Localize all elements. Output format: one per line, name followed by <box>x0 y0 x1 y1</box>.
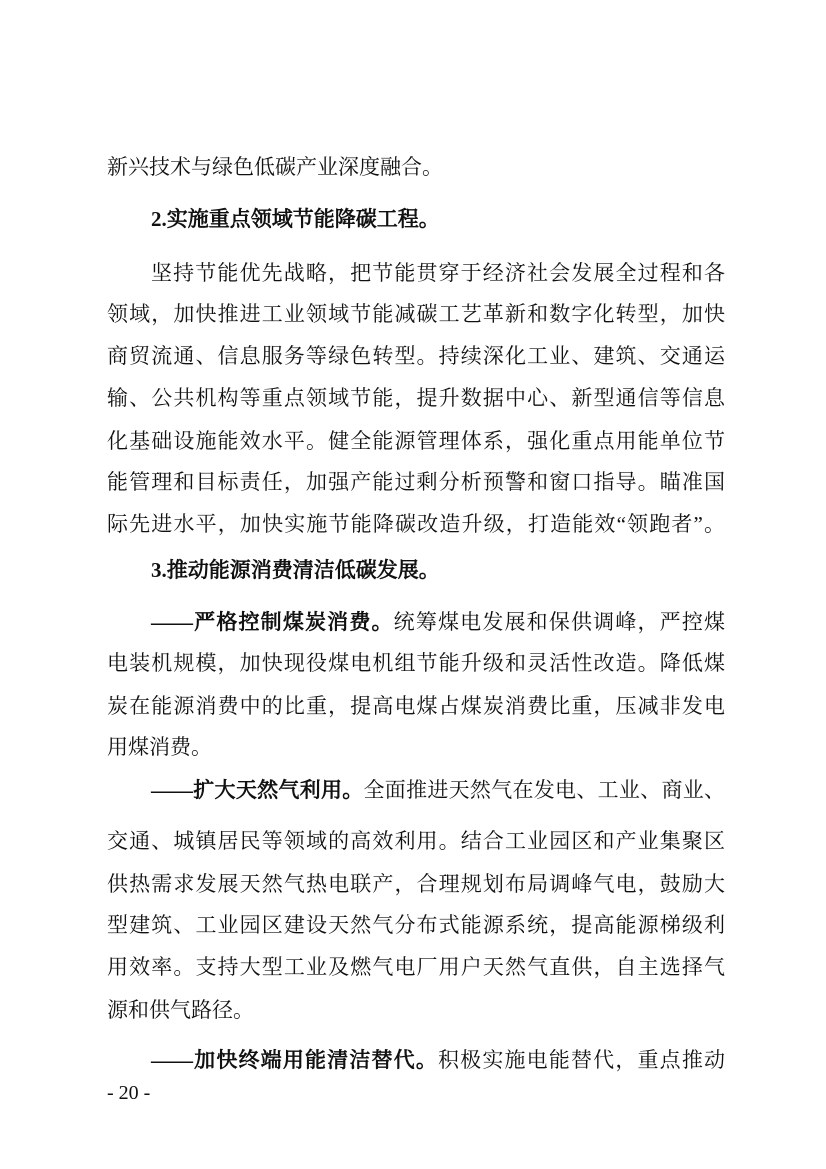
body-text: 交通、城镇居民等领域的高效利用。结合工业园区和产业集聚区 <box>107 829 725 853</box>
body-text: 供热需求发展天然气热电联产，合理规划布局调峰气电，鼓励大 <box>107 872 725 896</box>
text-line <box>107 259 725 287</box>
body-text: 积极实施电能替代，重点推动 <box>438 1048 725 1072</box>
text-line <box>107 911 725 939</box>
body-text: 用效率。支持大型工业及燃气电厂用户天然气直供，自主选择气 <box>107 955 725 979</box>
text-line <box>107 649 725 677</box>
body-text: 用煤消费。 <box>107 735 212 759</box>
text-line <box>107 953 725 981</box>
text-line <box>107 776 725 804</box>
section-heading <box>107 556 725 584</box>
text-line <box>107 510 725 538</box>
section-heading <box>107 205 725 233</box>
text-line <box>107 384 725 412</box>
body-text: 炭在能源消费中的比重，提高电煤占煤炭消费比重，压减非发电 <box>107 694 725 718</box>
bold-lead-text: 3.推动能源消费清洁低碳发展。 <box>151 558 440 582</box>
body-text: 化基础设施能效水平。健全能源管理体系，强化重点用能单位节 <box>107 429 725 453</box>
body-text: 统筹煤电发展和保供调峰，严控煤 <box>393 610 726 634</box>
text-line <box>107 153 725 181</box>
text-line <box>107 342 725 370</box>
body-text: 电装机规模，加快现役煤电机组节能升级和灵活性改造。降低煤 <box>107 651 725 675</box>
body-text: 型建筑、工业园区建设天然气分布式能源系统，提高能源梯级利 <box>107 913 725 937</box>
text-line <box>107 427 725 455</box>
body-text: 输、公共机构等重点领域节能，提升数据中心、新型通信等信息 <box>107 386 725 410</box>
body-text: 领域，加快推进工业领域节能减碳工艺革新和数字化转型，加快 <box>107 302 725 326</box>
bold-lead-text: ——加快终端用能清洁替代。 <box>151 1048 438 1072</box>
text-line <box>107 300 725 328</box>
body-text: 新兴技术与绿色低碳产业深度融合。 <box>107 155 443 179</box>
text-line <box>107 608 725 636</box>
body-text: 商贸流通、信息服务等绿色转型。持续深化工业、建筑、交通运 <box>107 344 725 368</box>
text-line <box>107 692 725 720</box>
body-text: 全面推进天然气在发电、工业、商业、 <box>363 778 726 802</box>
body-text: 能管理和目标责任，加强产能过剩分析预警和窗口指导。瞄准国 <box>107 470 725 494</box>
text-line <box>107 870 725 898</box>
text-line <box>107 733 725 761</box>
text-line <box>107 1046 725 1074</box>
body-text: 坚持节能优先战略，把节能贯穿于经济社会发展全过程和各 <box>151 261 725 285</box>
bold-lead-text: 2.实施重点领域节能降碳工程。 <box>151 207 440 231</box>
text-line <box>107 827 725 855</box>
body-text: 源和供气路径。 <box>107 998 254 1022</box>
text-line <box>107 996 725 1024</box>
text-line <box>107 468 725 496</box>
bold-lead-text: ——扩大天然气利用。 <box>151 778 364 802</box>
body-text: 际先进水平，加快实施节能降碳改造升级，打造能效“领跑者”。 <box>107 512 725 536</box>
bold-lead-text: ——严格控制煤炭消费。 <box>151 610 394 634</box>
page-number: - 20 - <box>107 1082 151 1104</box>
